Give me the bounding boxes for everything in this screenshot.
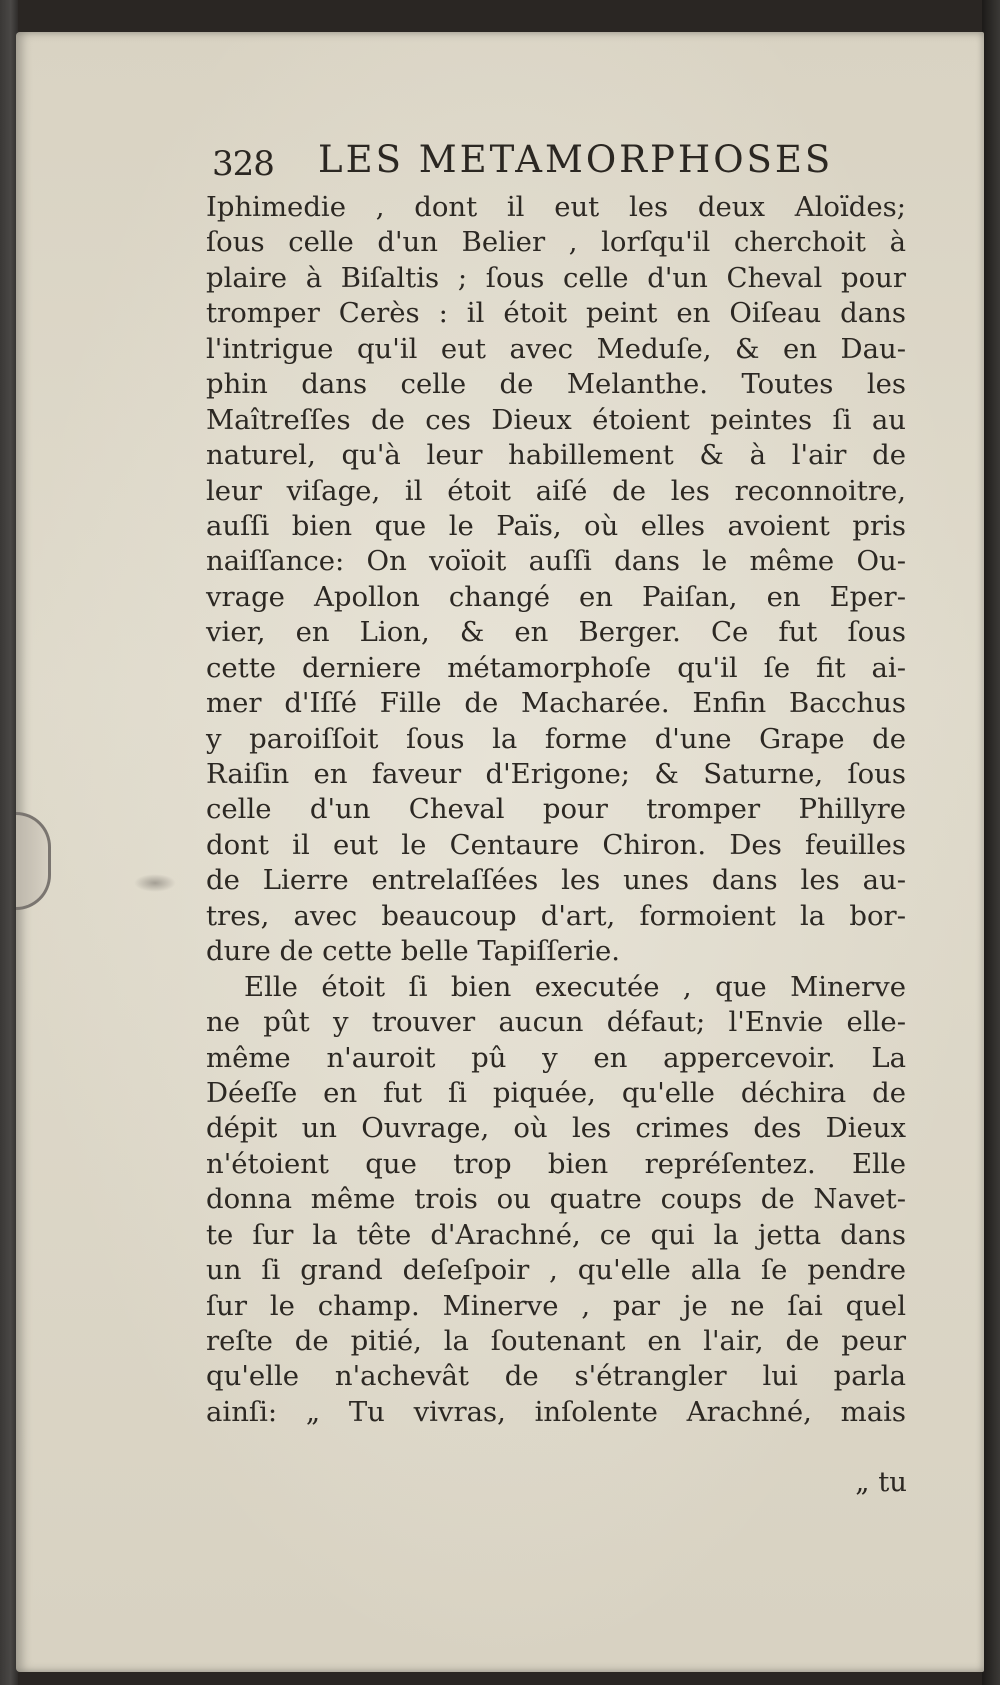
text-line: vrage Apollon changé en Paiſan, en Eper- bbox=[206, 580, 906, 613]
ink-smudge bbox=[134, 874, 176, 892]
text-line: mer d'Iſſé Fille de Macharée. Enfin Bacchus bbox=[206, 687, 906, 720]
text-line: ſous celle d'un Belier , lorſqu'il cherchoit à bbox=[206, 226, 906, 259]
running-title: LES METAMORPHOSES bbox=[318, 138, 834, 181]
text-line: naiſſance: On voïoit auſſi dans le même Ou- bbox=[206, 545, 906, 578]
text-line: te ſur la tête d'Arachné, ce qui la jetta dans bbox=[206, 1218, 906, 1251]
text-line: de Lierre entrelaſſées les unes dans les au- bbox=[206, 864, 906, 897]
page-clip-mark bbox=[16, 812, 51, 910]
text-line: plaire à Biſaltis ; ſous celle d'un Cheval pour bbox=[206, 261, 906, 294]
text-line: cette derniere métamorphoſe qu'il ſe fit ai- bbox=[206, 651, 906, 684]
text-line: qu'elle n'achevât de s'étrangler lui parla bbox=[206, 1360, 906, 1393]
page-header bbox=[212, 138, 912, 188]
text-line: Iphimedie , dont il eut les deux Aloïdes; bbox=[206, 191, 906, 223]
text-line: même n'auroit pû y en appercevoir. La bbox=[206, 1041, 906, 1074]
text-line: ainſi: „ Tu vivras, inſolente Arachné, mais bbox=[206, 1395, 906, 1428]
text-line: dépit un Ouvrage, où les crimes des Dieux bbox=[206, 1112, 906, 1145]
text-line: leur viſage, il étoit aiſé de les reconnoitre, bbox=[206, 474, 906, 507]
catchword: „ tu bbox=[855, 1466, 907, 1498]
text-line: Raiſin en faveur d'Erigone; & Saturne, ſous bbox=[206, 758, 906, 790]
text-line: celle d'un Cheval pour tromper Phillyre bbox=[206, 793, 906, 826]
text-line: donna même trois ou quatre coups de Navet- bbox=[206, 1183, 906, 1216]
text-line: Maîtreſſes de ces Dieux étoient peintes ſi au bbox=[206, 403, 906, 436]
text-line: tromper Cerès : il étoit peint en Oiſeau dans bbox=[206, 297, 906, 330]
text-line: Elle étoit ſi bien executée , que Minerve bbox=[244, 970, 906, 1003]
text-line: reſte de pitié, la ſoutenant en l'air, de peur bbox=[206, 1325, 906, 1357]
text-line: l'intrigue qu'il eut avec Meduſe, & en Dau- bbox=[206, 332, 906, 365]
text-line: dure de cette belle Tapiſſerie. bbox=[206, 935, 620, 968]
text-line: naturel, qu'à leur habillement & à l'air de bbox=[206, 439, 906, 472]
text-line: tres, avec beaucoup d'art, formoient la bor- bbox=[206, 899, 906, 932]
body-text bbox=[206, 190, 906, 1430]
text-line: n'étoient que trop bien repréſentez. Elle bbox=[206, 1147, 906, 1180]
text-line: un ſi grand deſeſpoir , qu'elle alla ſe pendre bbox=[206, 1254, 906, 1287]
text-line: ſur le champ. Minerve , par je ne ſai quel bbox=[206, 1289, 906, 1322]
page-number: 328 bbox=[212, 144, 274, 184]
text-line: y paroiſſoit ſous la forme d'une Grape de bbox=[206, 722, 906, 755]
binding-right-edge bbox=[982, 0, 1000, 1685]
text-line: phin dans celle de Melanthe. Toutes les bbox=[206, 368, 906, 401]
text-line: ne pût y trouver aucun défaut; l'Envie elle- bbox=[206, 1006, 906, 1039]
text-line: dont il eut le Centaure Chiron. Des feuilles bbox=[206, 828, 906, 861]
text-line: auſſi bien que le Païs, où elles avoient pris bbox=[206, 509, 906, 542]
text-line: Déeſſe en fut ſi piquée, qu'elle déchira de bbox=[206, 1076, 906, 1109]
text-line: vier, en Lion, & en Berger. Ce fut ſous bbox=[206, 616, 906, 649]
